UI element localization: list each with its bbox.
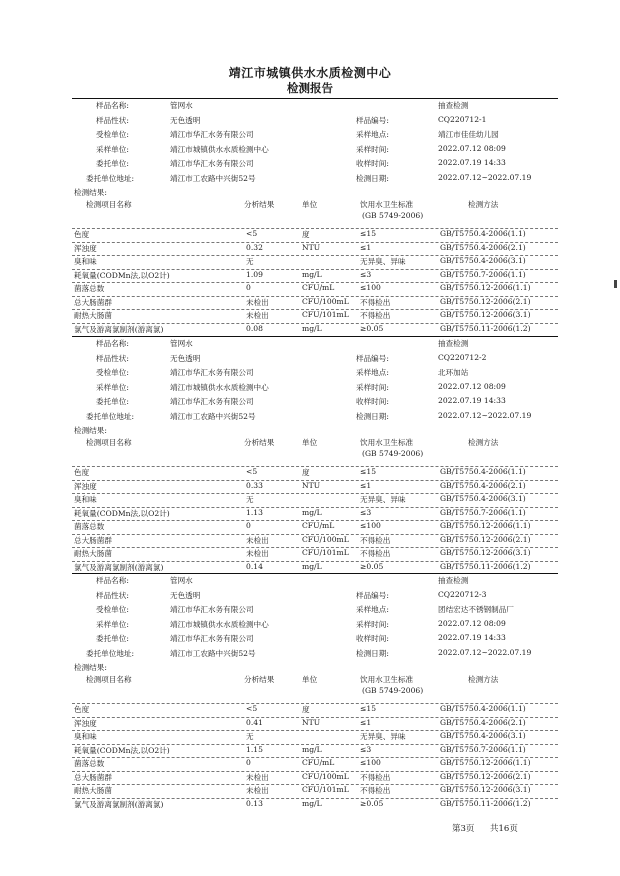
- info-label: 样品性状:: [96, 590, 129, 600]
- info-row: [72, 575, 558, 588]
- info-label: 收样时间:: [356, 397, 389, 406]
- info-label: 样品编号:: [356, 590, 389, 600]
- cell-result: 0.32: [246, 242, 263, 252]
- table-row: [72, 799, 558, 812]
- cell-result: 0.08: [246, 323, 263, 333]
- info-label: 委托单位:: [96, 159, 129, 168]
- col-header-item: 检测项目名称: [86, 438, 132, 447]
- cell-std: ≤15: [360, 229, 377, 238]
- cell-method: GB/T5750.4-2006(1.1): [440, 467, 526, 476]
- table-row: [72, 229, 558, 242]
- info-value: CQ220712-1: [438, 114, 487, 124]
- cell-item: 总大肠菌群: [74, 297, 112, 307]
- row-separator: [72, 798, 558, 799]
- cell-method: GB/T5750.4-2006(2.1): [440, 480, 526, 490]
- info-value: 2022.07.12 08:09: [438, 143, 506, 153]
- cell-unit: CFU/mL: [302, 758, 335, 767]
- cell-item: 臭和味: [74, 257, 97, 266]
- info-value: 靖江市佳佳幼儿园: [438, 130, 499, 139]
- cell-result: 1.13: [246, 507, 263, 517]
- cell-method: GB/T5750.4-2006(3.1): [440, 731, 526, 740]
- cell-item: 氯气及游离氯制剂(游离氯): [74, 324, 164, 334]
- col-header-method: 检测方法: [468, 200, 499, 209]
- cell-method: GB/T5750.12-2006(3.1): [440, 785, 531, 794]
- cell-result: <5: [246, 704, 258, 713]
- info-value: 无色透明: [170, 353, 201, 363]
- table-row: [72, 256, 558, 269]
- info-row: [72, 590, 558, 603]
- cell-method: GB/T5750.12-2006(2.1): [440, 296, 531, 306]
- col-header-std-sub: (GB 5749-2006): [362, 449, 424, 458]
- cell-item: 色度: [74, 468, 90, 477]
- info-value: 靖江市华汇水务有限公司: [170, 159, 254, 168]
- cell-item: 浑浊度: [74, 243, 97, 253]
- info-row: [72, 173, 558, 186]
- cell-std: ≤1: [360, 717, 372, 727]
- cell-method: GB/T5750.12-2006(1.1): [440, 521, 531, 530]
- info-label: 收样时间:: [356, 159, 389, 168]
- row-separator: [72, 296, 558, 297]
- cell-result: 无: [246, 495, 254, 504]
- col-header-std-sub: (GB 5749-2006): [362, 686, 424, 695]
- cell-std: ≤3: [360, 269, 372, 279]
- col-header-result: 分析结果: [244, 438, 275, 447]
- table-row: [72, 508, 558, 521]
- cell-item: 耗氧量(CODMn法,以O2计): [74, 745, 170, 755]
- info-label: 采样单位:: [96, 619, 129, 629]
- cell-result: 0.13: [246, 798, 263, 808]
- cell-std: ≤15: [360, 704, 377, 713]
- info-value: 管网水: [170, 576, 193, 585]
- col-header-method: 检测方法: [468, 438, 499, 447]
- info-value: 靖江市工农路中兴街52号: [170, 411, 256, 421]
- info-label: 采样地点:: [356, 130, 389, 139]
- cell-item: 总大肠菌群: [74, 772, 112, 782]
- col-header-std: 饮用水卫生标准: [360, 438, 414, 447]
- row-separator: [72, 784, 558, 785]
- info-value: 无色透明: [170, 115, 201, 125]
- cell-item: 菌落总数: [74, 522, 105, 531]
- cell-unit: mg/L: [302, 269, 322, 279]
- table-row: [72, 535, 558, 548]
- results-label: 检测结果:: [74, 426, 107, 435]
- cell-result: 未检出: [246, 549, 269, 558]
- org-title: 靖江市城镇供水水质检测中心: [228, 66, 392, 80]
- info-value: 靖江市华汇水务有限公司: [170, 634, 254, 643]
- table-row: [72, 467, 558, 480]
- table-row: [72, 521, 558, 534]
- row-separator: [72, 228, 558, 229]
- col-header-unit: 单位: [302, 200, 318, 209]
- cell-std: ≤1: [360, 480, 372, 490]
- row-separator: [72, 717, 558, 718]
- col-header-result: 分析结果: [244, 200, 275, 209]
- table-row: [72, 785, 558, 798]
- info-row: [72, 619, 558, 632]
- table-row: [72, 297, 558, 310]
- cell-std: 不得检出: [360, 549, 391, 558]
- cell-unit: CFU/101mL: [302, 548, 349, 557]
- cell-result: 0.14: [246, 561, 263, 571]
- row-separator: [72, 269, 558, 270]
- cell-item: 臭和味: [74, 732, 97, 741]
- info-row: [72, 633, 558, 646]
- info-value: CQ220712-3: [438, 589, 487, 599]
- cell-item: 浑浊度: [74, 718, 97, 728]
- info-label: 采样地点:: [356, 605, 389, 614]
- cell-item: 浑浊度: [74, 481, 97, 491]
- col-header-result: 分析结果: [244, 675, 275, 684]
- cell-std: 不得检出: [360, 535, 391, 545]
- row-separator: [72, 323, 558, 324]
- info-value: CQ220712-2: [438, 352, 487, 362]
- info-label: 采样时间:: [356, 144, 389, 154]
- section-rule: [72, 573, 558, 574]
- cell-result: 1.09: [246, 269, 263, 279]
- info-label: 委托单位地址:: [86, 648, 135, 658]
- cell-item: 菌落总数: [74, 759, 105, 768]
- cell-result: <5: [246, 467, 258, 476]
- cell-item: 氯气及游离氯制剂(游离氯): [74, 799, 164, 809]
- cell-result: <5: [246, 229, 258, 238]
- cell-result: 未检出: [246, 311, 269, 320]
- cell-unit: CFU/101mL: [302, 310, 349, 319]
- info-label: 采样时间:: [356, 382, 389, 392]
- table-row: [72, 745, 558, 758]
- cell-method: GB/T5750.4-2006(3.1): [440, 256, 526, 265]
- info-value: 2022.07.12~2022.07.19: [438, 647, 532, 657]
- cell-item: 总大肠菌群: [74, 535, 112, 545]
- cell-result: 未检出: [246, 772, 269, 782]
- info-value: 2022.07.12 08:09: [438, 618, 506, 628]
- cell-method: GB/T5750.7-2006(1.1): [440, 507, 526, 517]
- info-value: 靖江市城镇供水水质检测中心: [170, 619, 269, 629]
- table-row: [72, 324, 558, 337]
- cell-result: 未检出: [246, 786, 269, 795]
- col-header-std: 饮用水卫生标准: [360, 675, 414, 684]
- cell-std: ≤3: [360, 507, 372, 517]
- cell-unit: mg/L: [302, 561, 322, 571]
- results-label: 检测结果:: [74, 188, 107, 197]
- cell-unit: NTU: [302, 242, 321, 252]
- info-value: 靖江市工农路中兴街52号: [170, 648, 256, 658]
- table-row: [72, 718, 558, 731]
- table-row: [72, 243, 558, 256]
- info-label: 样品性状:: [96, 115, 129, 125]
- info-value: 管网水: [170, 339, 193, 348]
- cell-item: 耐热大肠菌: [74, 786, 112, 795]
- cell-unit: 度: [302, 230, 310, 239]
- info-value: 2022.07.19 14:33: [438, 633, 506, 642]
- table-row: [72, 310, 558, 323]
- cell-std: ≥0.05: [360, 798, 384, 808]
- info-value: 2022.07.12 08:09: [438, 381, 506, 391]
- info-label: 检测日期:: [356, 411, 389, 421]
- row-separator: [72, 520, 558, 521]
- info-label: 样品名称:: [96, 101, 129, 110]
- cell-std: 不得检出: [360, 311, 391, 320]
- info-value: 无色透明: [170, 590, 201, 600]
- cell-method: GB/T5750.4-2006(1.1): [440, 704, 526, 713]
- row-separator: [72, 493, 558, 494]
- scan-mark: [614, 280, 617, 288]
- info-row: [72, 648, 558, 661]
- cell-method: GB/T5750.12-2006(3.1): [440, 310, 531, 319]
- cell-std: 无异臭、异味: [360, 732, 406, 741]
- cell-std: ≤3: [360, 744, 372, 754]
- info-row: [72, 158, 558, 171]
- cell-result: 0: [246, 758, 251, 767]
- section-rule: [72, 336, 558, 337]
- cell-item: 耗氧量(CODMn法,以O2计): [74, 508, 170, 518]
- info-value: 靖江市华汇水务有限公司: [170, 605, 254, 614]
- cell-unit: 度: [302, 705, 310, 714]
- cell-std: ≥0.05: [360, 561, 384, 571]
- row-separator: [72, 703, 558, 704]
- info-row: [72, 144, 558, 157]
- info-value: 靖江市城镇供水水质检测中心: [170, 144, 269, 154]
- table-row: [72, 548, 558, 561]
- cell-method: GB/T5750.12-2006(2.1): [440, 534, 531, 544]
- info-label: 样品性状:: [96, 353, 129, 363]
- info-label: 受检单位:: [96, 605, 129, 614]
- info-label: 采样时间:: [356, 619, 389, 629]
- info-label: 样品编号:: [356, 353, 389, 363]
- cell-unit: mg/L: [302, 744, 322, 754]
- row-separator: [72, 757, 558, 758]
- info-value: 2022.07.19 14:33: [438, 158, 506, 167]
- info-label: 收样时间:: [356, 634, 389, 643]
- cell-unit: CFU/100mL: [302, 296, 349, 306]
- info-value: 抽查检测: [438, 576, 469, 585]
- info-value: 北环加站: [438, 368, 469, 377]
- info-label: 委托单位地址:: [86, 173, 135, 183]
- cell-method: GB/T5750.4-2006(2.1): [440, 717, 526, 727]
- cell-unit: NTU: [302, 480, 321, 490]
- info-label: 委托单位地址:: [86, 411, 135, 421]
- info-label: 委托单位:: [96, 634, 129, 643]
- cell-method: GB/T5750.12-2006(3.1): [440, 548, 531, 557]
- cell-item: 色度: [74, 230, 90, 239]
- cell-std: ≤100: [360, 521, 381, 530]
- cell-result: 未检出: [246, 297, 269, 307]
- row-separator: [72, 744, 558, 745]
- cell-std: ≤100: [360, 283, 381, 292]
- cell-unit: CFU/100mL: [302, 771, 349, 781]
- info-value: 抽查检测: [438, 101, 469, 110]
- info-value: 2022.07.12~2022.07.19: [438, 410, 532, 420]
- row-separator: [72, 771, 558, 772]
- info-label: 检测日期:: [356, 173, 389, 183]
- cell-result: 0: [246, 283, 251, 292]
- cell-unit: CFU/100mL: [302, 534, 349, 544]
- cell-std: ≤100: [360, 758, 381, 767]
- cell-result: 未检出: [246, 535, 269, 545]
- cell-std: ≤1: [360, 242, 372, 252]
- cell-method: GB/T5750.7-2006(1.1): [440, 269, 526, 279]
- info-row: [72, 396, 558, 409]
- row-separator: [72, 466, 558, 467]
- cell-std: 不得检出: [360, 297, 391, 307]
- info-value: 2022.07.19 14:33: [438, 396, 506, 405]
- table-header: [72, 437, 558, 463]
- row-separator: [72, 242, 558, 243]
- info-label: 采样地点:: [356, 368, 389, 377]
- cell-item: 耐热大肠菌: [74, 311, 112, 320]
- cell-unit: CFU/mL: [302, 521, 335, 530]
- cell-method: GB/T5750.11-2006(1.2): [440, 323, 531, 333]
- cell-method: GB/T5750.12-2006(2.1): [440, 771, 531, 781]
- cell-unit: NTU: [302, 717, 321, 727]
- col-header-std-sub: (GB 5749-2006): [362, 211, 424, 220]
- row-separator: [72, 547, 558, 548]
- table-row: [72, 481, 558, 494]
- table-header: [72, 199, 558, 225]
- table-row: [72, 772, 558, 785]
- col-header-item: 检测项目名称: [86, 200, 132, 209]
- table-row: [72, 731, 558, 744]
- cell-result: 无: [246, 732, 254, 741]
- info-label: 检测日期:: [356, 648, 389, 658]
- info-label: 采样单位:: [96, 382, 129, 392]
- table-row: [72, 283, 558, 296]
- doc-title: 检测报告: [287, 81, 333, 95]
- table-header: [72, 674, 558, 700]
- cell-std: 不得检出: [360, 786, 391, 795]
- col-header-unit: 单位: [302, 438, 318, 447]
- cell-method: GB/T5750.7-2006(1.1): [440, 744, 526, 754]
- cell-std: 不得检出: [360, 772, 391, 782]
- table-row: [72, 270, 558, 283]
- cell-std: 无异臭、异味: [360, 257, 406, 266]
- section-rule: [72, 98, 558, 99]
- info-value: 抽查检测: [438, 339, 469, 348]
- info-label: 受检单位:: [96, 130, 129, 139]
- cell-result: 0.33: [246, 480, 263, 490]
- row-separator: [72, 480, 558, 481]
- info-value: 管网水: [170, 101, 193, 110]
- cell-unit: CFU/mL: [302, 283, 335, 292]
- cell-method: GB/T5750.4-2006(2.1): [440, 242, 526, 252]
- info-label: 委托单位:: [96, 397, 129, 406]
- info-row: [72, 367, 558, 380]
- cell-method: GB/T5750.4-2006(3.1): [440, 494, 526, 503]
- table-row: [72, 704, 558, 717]
- cell-unit: CFU/101mL: [302, 785, 349, 794]
- info-row: [72, 129, 558, 142]
- row-separator: [72, 534, 558, 535]
- page-number: 第3页: [452, 824, 475, 834]
- cell-item: 氯气及游离氯制剂(游离氯): [74, 562, 164, 572]
- info-row: [72, 338, 558, 351]
- cell-result: 0.41: [246, 717, 263, 727]
- cell-item: 菌落总数: [74, 284, 105, 293]
- cell-result: 1.15: [246, 744, 263, 754]
- table-row: [72, 758, 558, 771]
- row-separator: [72, 309, 558, 310]
- info-row: [72, 604, 558, 617]
- info-row: [72, 100, 558, 113]
- col-header-item: 检测项目名称: [86, 675, 132, 684]
- col-header-std: 饮用水卫生标准: [360, 200, 414, 209]
- cell-std: ≥0.05: [360, 323, 384, 333]
- cell-unit: mg/L: [302, 507, 322, 517]
- info-value: 团结宏达不锈钢制品厂: [438, 605, 514, 614]
- info-value: 2022.07.12~2022.07.19: [438, 172, 532, 182]
- info-row: [72, 411, 558, 424]
- cell-result: 0: [246, 521, 251, 530]
- cell-item: 耐热大肠菌: [74, 549, 112, 558]
- cell-method: GB/T5750.4-2006(1.1): [440, 229, 526, 238]
- row-separator: [72, 255, 558, 256]
- cell-item: 色度: [74, 705, 90, 714]
- info-value: 靖江市工农路中兴街52号: [170, 173, 256, 183]
- cell-item: 臭和味: [74, 495, 97, 504]
- cell-method: GB/T5750.11-2006(1.2): [440, 798, 531, 808]
- row-separator: [72, 282, 558, 283]
- cell-method: GB/T5750.11-2006(1.2): [440, 561, 531, 571]
- info-value: 靖江市华汇水务有限公司: [170, 397, 254, 406]
- cell-item: 耗氧量(CODMn法,以O2计): [74, 270, 170, 280]
- cell-method: GB/T5750.12-2006(1.1): [440, 758, 531, 767]
- table-row: [72, 494, 558, 507]
- cell-result: 无: [246, 257, 254, 266]
- info-label: 采样单位:: [96, 144, 129, 154]
- row-separator: [72, 730, 558, 731]
- info-value: 靖江市华汇水务有限公司: [170, 368, 254, 377]
- info-label: 样品名称:: [96, 339, 129, 348]
- cell-unit: mg/L: [302, 798, 322, 808]
- cell-std: ≤15: [360, 467, 377, 476]
- info-row: [72, 353, 558, 366]
- results-label: 检测结果:: [74, 663, 107, 672]
- info-label: 样品编号:: [356, 115, 389, 125]
- info-value: 靖江市华汇水务有限公司: [170, 130, 254, 139]
- cell-std: 无异臭、异味: [360, 495, 406, 504]
- row-separator: [72, 507, 558, 508]
- info-row: [72, 382, 558, 395]
- row-separator: [72, 561, 558, 562]
- info-value: 靖江市城镇供水水质检测中心: [170, 382, 269, 392]
- info-label: 受检单位:: [96, 368, 129, 377]
- page-total: 共16页: [490, 824, 518, 834]
- col-header-unit: 单位: [302, 675, 318, 684]
- cell-unit: 度: [302, 468, 310, 477]
- cell-method: GB/T5750.12-2006(1.1): [440, 283, 531, 292]
- info-label: 样品名称:: [96, 576, 129, 585]
- info-row: [72, 115, 558, 128]
- cell-unit: mg/L: [302, 323, 322, 333]
- col-header-method: 检测方法: [468, 675, 499, 684]
